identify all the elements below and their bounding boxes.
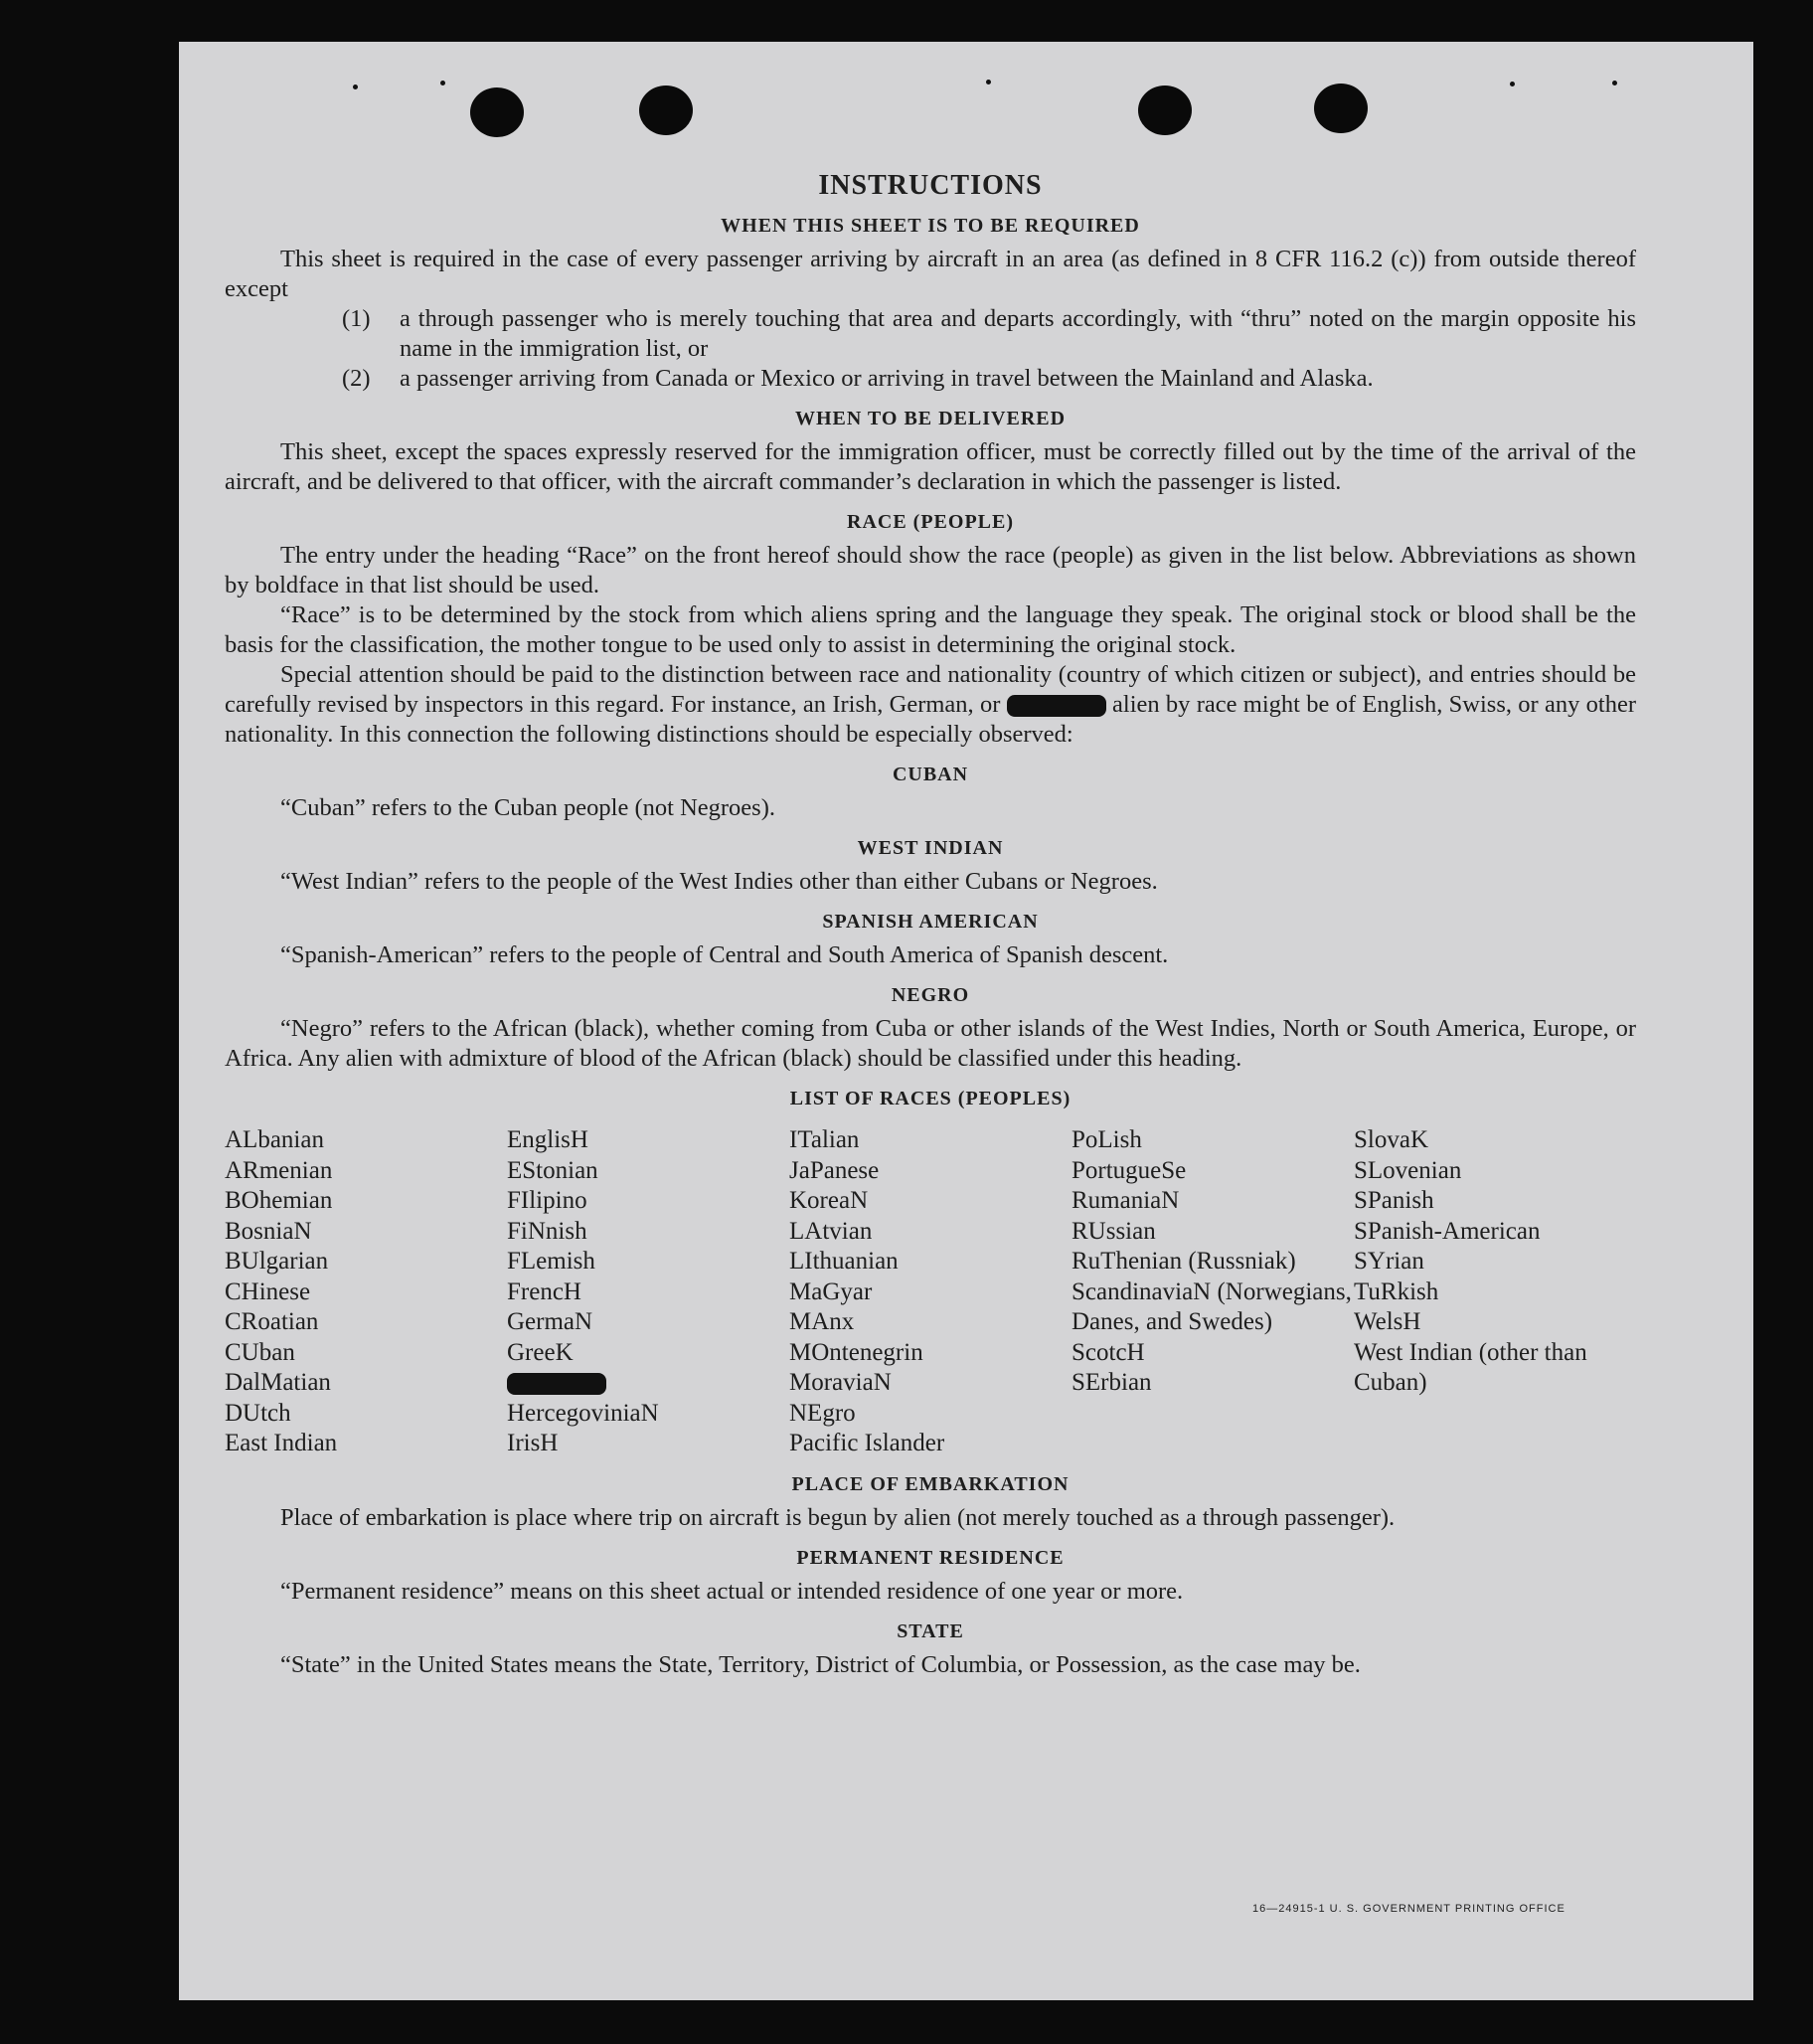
race-entry: LIthuanian: [789, 1248, 899, 1275]
race-entry: JaPanese: [789, 1156, 880, 1184]
paragraph: This sheet is required in the case of every passenger arriving by aircraft in an area (as defined in 8 CFR 116.2 (c)) from outside thereof except: [225, 246, 1636, 302]
races-column-part: [507, 1125, 789, 1368]
list-item: [342, 304, 1636, 364]
races-column: [507, 1125, 789, 1459]
race-entry: PoLish: [1071, 1126, 1142, 1153]
section-heading: WHEN THIS SHEET IS TO BE REQUIRED: [721, 215, 1140, 237]
paragraph: “Spanish-American” refers to the people of Central and South America of Spanish descent.: [280, 941, 1169, 968]
race-entry: RuThenian (Russniak): [1071, 1248, 1296, 1275]
page-title: INSTRUCTIONS: [818, 170, 1043, 201]
paragraph: “Negro” refers to the African (black), whether coming from Cuba or other islands of the West Indies, North or South America, Europe, or Africa. Any alien with admixture of blood of the African (black) should be classified under this heading.: [225, 1015, 1636, 1072]
race-entry: West Indian (other than Cuban): [1354, 1338, 1587, 1396]
race-entry: MAnx: [789, 1308, 855, 1335]
speck: [353, 85, 358, 89]
race-entry: KoreaN: [789, 1187, 869, 1214]
races-column: [225, 1125, 507, 1459]
section-heading: CUBAN: [892, 764, 969, 785]
race-entry: NEgro: [789, 1399, 856, 1427]
race-entry: WelsH: [1354, 1308, 1421, 1335]
paragraph-part: alien by race might be of English, Swiss, or any other nationality. In this connection the following distinctions should be especially observed:: [225, 691, 1637, 748]
race-entry: Pacific Islander: [789, 1430, 945, 1456]
punch-hole: [470, 87, 524, 137]
race-entry: TuRkish: [1354, 1278, 1439, 1305]
race-entry: DUtch: [225, 1399, 291, 1427]
redaction-mark: [507, 1373, 606, 1395]
paragraph: “Race” is to be determined by the stock from which aliens spring and the language they speak. The original stock or blood shall be the basis for the classification, the mother tongue to be used only to assist in determining the original stock.: [225, 601, 1636, 658]
race-entry: LAtvian: [789, 1217, 873, 1245]
item-text: a passenger arriving from Canada or Mexico or arriving in travel between the Mainland and Alaska.: [400, 365, 1374, 392]
section-heading: WHEN TO BE DELIVERED: [794, 408, 1067, 429]
race-entry: EnglisH: [507, 1126, 588, 1153]
race-entry: ScotcH: [1071, 1338, 1145, 1366]
race-entry: CUban: [225, 1338, 295, 1366]
race-entry: FLemish: [507, 1248, 595, 1275]
item-number: (2): [342, 365, 371, 392]
speck: [1510, 82, 1515, 86]
section-heading: STATE: [897, 1619, 964, 1642]
punch-hole: [1314, 84, 1368, 133]
paragraph: This sheet, except the spaces expressly reserved for the immigration officer, must be correctly filled out by the time of the arrival of the aircraft, and be delivered to that officer, with the aircraft commander’s declaration in which the passenger is listed.: [225, 438, 1636, 495]
list-item: [342, 364, 1636, 394]
race-entry: FIlipino: [507, 1187, 587, 1214]
speck: [1612, 81, 1617, 85]
race-entry: RumaniaN: [1071, 1187, 1180, 1214]
paragraph: “State” in the United States means the State, Territory, District of Columbia, or Possession, as the case may be.: [280, 1650, 1361, 1678]
section-heading: PERMANENT RESIDENCE: [796, 1546, 1065, 1569]
paragraph: [225, 660, 1636, 750]
paragraph: “West Indian” refers to the people of the West Indies other than either Cubans or Negroes.: [280, 868, 1158, 895]
race-entry: DalMatian: [225, 1369, 331, 1396]
instructions-body: [225, 161, 1636, 1680]
race-entry: SLovenian: [1354, 1156, 1462, 1184]
race-entry: RUssian: [1071, 1217, 1156, 1245]
race-entry: GreeK: [507, 1338, 574, 1366]
document-sheet: [179, 42, 1753, 2000]
item-text: a through passenger who is merely touching that area and departs accordingly, with “thru” noted on the margin opposite his name in the immigration list, or: [400, 305, 1636, 362]
paragraph: The entry under the heading “Race” on the front hereof should show the race (people) as given in the list below. Abbreviations as shown by boldface in that list should be used.: [225, 542, 1636, 598]
punch-hole: [639, 85, 693, 135]
races-column: [1354, 1125, 1636, 1459]
race-entry: SlovaK: [1354, 1126, 1428, 1153]
race-entry: HercegoviniaN: [507, 1399, 659, 1427]
race-entry: [507, 1368, 789, 1399]
speck: [986, 80, 991, 85]
race-entry: ARmenian: [225, 1156, 333, 1184]
section-heading: RACE (PEOPLE): [847, 511, 1014, 533]
speck: [440, 81, 445, 85]
races-list: [225, 1125, 1636, 1459]
race-entry: MOntenegrin: [789, 1338, 923, 1366]
race-entry: ALbanian: [225, 1126, 324, 1153]
section-heading: WEST INDIAN: [857, 837, 1004, 859]
section-heading: SPANISH AMERICAN: [822, 911, 1039, 933]
race-entry: BUlgarian: [225, 1248, 329, 1275]
race-entry: ITalian: [789, 1126, 860, 1153]
race-entry: SPanish: [1354, 1187, 1434, 1214]
paragraph-part: Special attention should be paid to the distinction between race and nationality (country of which citizen or subject), and entries should be carefully revised by inspectors in this regard. For instance, an Irish, German, or: [225, 661, 1636, 718]
race-entry: SYrian: [1354, 1248, 1424, 1275]
item-number: (1): [342, 305, 371, 332]
race-entry: BosniaN: [225, 1217, 312, 1245]
paragraph: Place of embarkation is place where trip on aircraft is begun by alien (not merely touched as a through passenger).: [280, 1503, 1396, 1531]
section-heading: NEGRO: [891, 984, 970, 1006]
race-entry: IrisH: [507, 1430, 559, 1456]
race-entry: SPanish-American: [1354, 1217, 1541, 1245]
race-entry: FiNnish: [507, 1217, 587, 1245]
race-entry: MoraviaN: [789, 1369, 892, 1396]
race-entry: CRoatian: [225, 1308, 319, 1335]
races-column-part: [507, 1399, 789, 1459]
paragraph: “Permanent residence” means on this sheet actual or intended residence of one year or more.: [280, 1577, 1184, 1605]
print-footer: 16—24915-1 U. S. GOVERNMENT PRINTING OFFICE: [1252, 1903, 1566, 1915]
paragraph: “Cuban” refers to the Cuban people (not Negroes).: [280, 794, 775, 821]
race-entry: East Indian: [225, 1430, 338, 1456]
race-entry: FrencH: [507, 1278, 581, 1305]
race-entry: CHinese: [225, 1278, 311, 1305]
redaction-mark: [1007, 695, 1106, 717]
race-entry: GermaN: [507, 1308, 593, 1335]
punch-hole: [1138, 85, 1192, 135]
section-heading: LIST OF RACES (PEOPLES): [789, 1088, 1071, 1109]
race-entry: PortugueSe: [1071, 1156, 1187, 1184]
race-entry: ScandinaviaN (Norwegians, Danes, and Swedes): [1071, 1278, 1352, 1335]
race-entry: BOhemian: [225, 1187, 333, 1214]
section-heading: PLACE OF EMBARKATION: [791, 1472, 1070, 1495]
race-entry: SErbian: [1071, 1369, 1152, 1396]
race-entry: MaGyar: [789, 1278, 873, 1305]
race-entry: EStonian: [507, 1156, 598, 1184]
races-column: [789, 1125, 1071, 1459]
races-column: [1071, 1125, 1354, 1459]
